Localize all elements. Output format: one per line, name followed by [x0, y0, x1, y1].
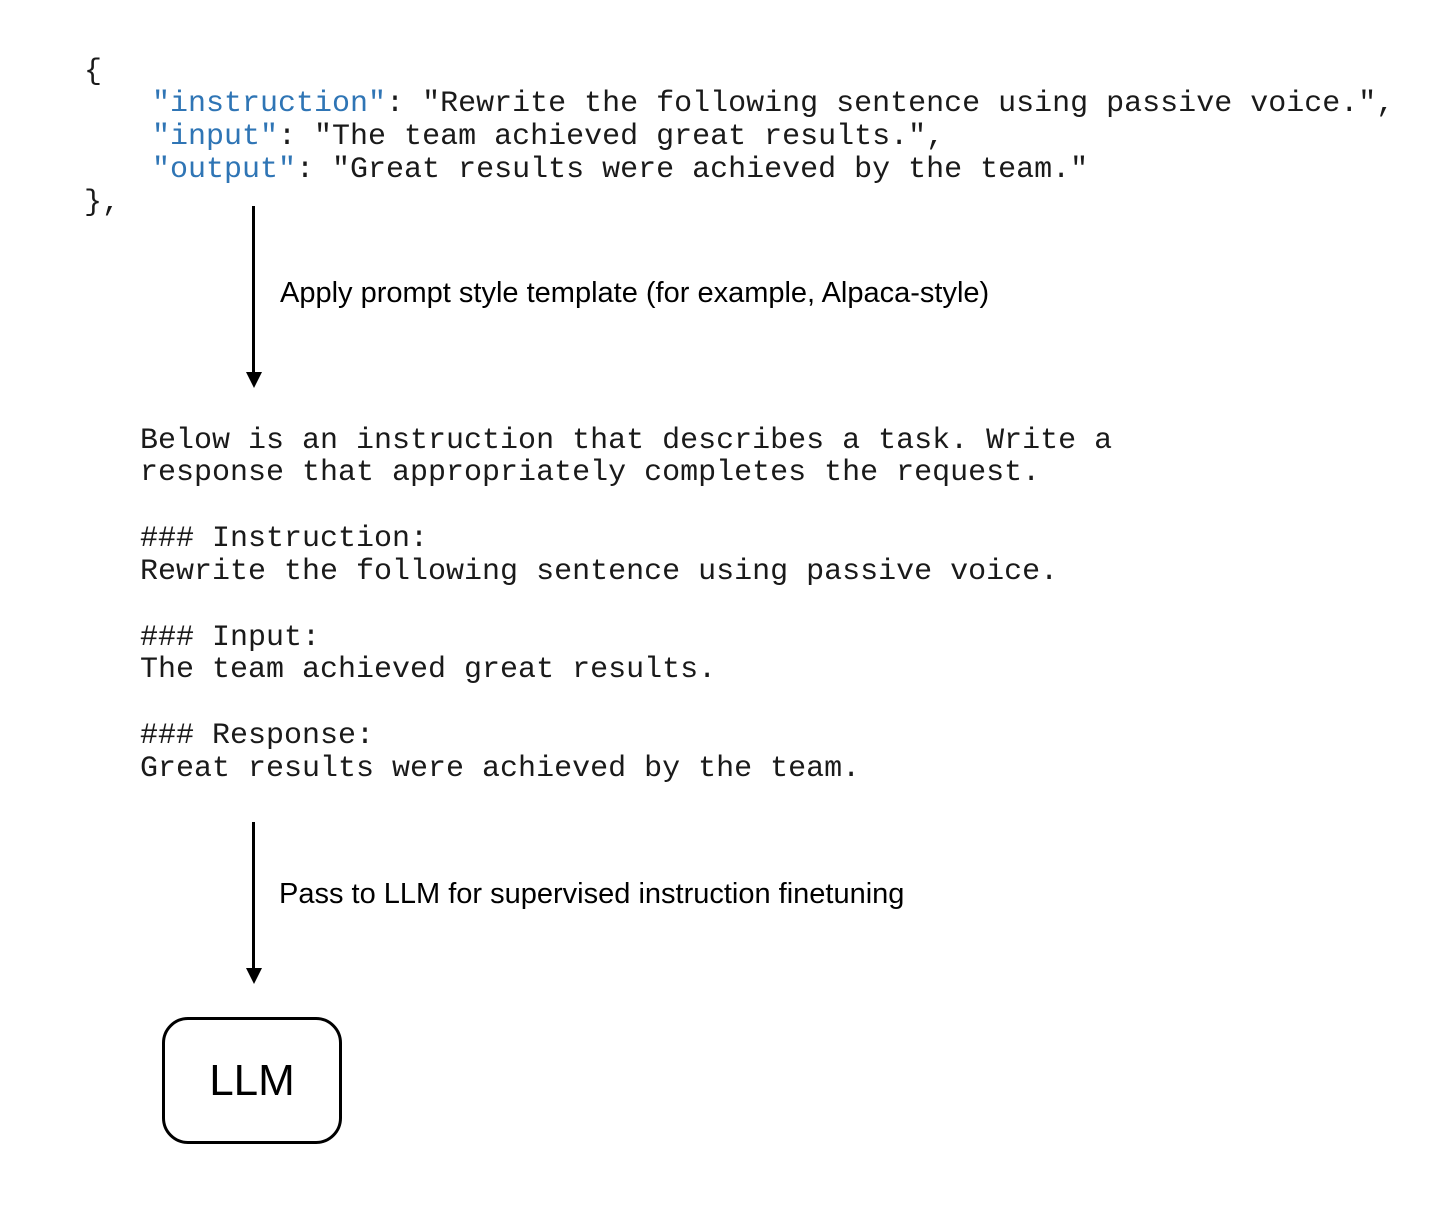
json-field-output — [152, 154, 1088, 187]
prompt-line: response that appropriately completes the request. — [140, 456, 1041, 490]
json-key: "output" — [152, 153, 297, 187]
json-field-instruction — [152, 88, 1394, 121]
step-label-apply-template: Apply prompt style template (for example, Alpaca-style) — [280, 277, 990, 309]
json-value: "Rewrite the following sentence using passive voice.", — [422, 87, 1395, 121]
json-close-brace: }, — [84, 186, 121, 220]
json-open-brace: { — [84, 55, 103, 89]
prompt-template — [140, 425, 1240, 795]
arrow-shaft — [252, 822, 255, 970]
json-example — [84, 55, 1424, 220]
json-sep: : — [386, 87, 423, 121]
json-key: "input" — [152, 120, 279, 154]
prompt-line: Below is an instruction that describes a task. Write a — [140, 424, 1113, 458]
llm-box — [162, 1017, 342, 1144]
prompt-heading-response: ### Response: — [140, 719, 375, 753]
arrow-shaft — [252, 206, 255, 374]
prompt-heading-instruction: ### Instruction: — [140, 522, 429, 556]
json-value: "Great results were achieved by the team." — [332, 153, 1089, 187]
json-key: "instruction" — [152, 87, 387, 121]
json-sep: : — [278, 120, 315, 154]
prompt-line: The team achieved great results. — [140, 653, 717, 687]
json-sep: : — [296, 153, 333, 187]
arrow-head — [246, 372, 262, 388]
json-value: "The team achieved great results.", — [314, 120, 945, 154]
llm-label: LLM — [209, 1055, 295, 1105]
json-field-input — [152, 121, 944, 154]
step-label-pass-to-llm: Pass to LLM for supervised instruction finetuning — [279, 878, 905, 910]
arrow-head — [246, 968, 262, 984]
prompt-line: Rewrite the following sentence using passive voice. — [140, 555, 1059, 589]
prompt-heading-input: ### Input: — [140, 621, 321, 655]
prompt-line: Great results were achieved by the team. — [140, 752, 861, 786]
